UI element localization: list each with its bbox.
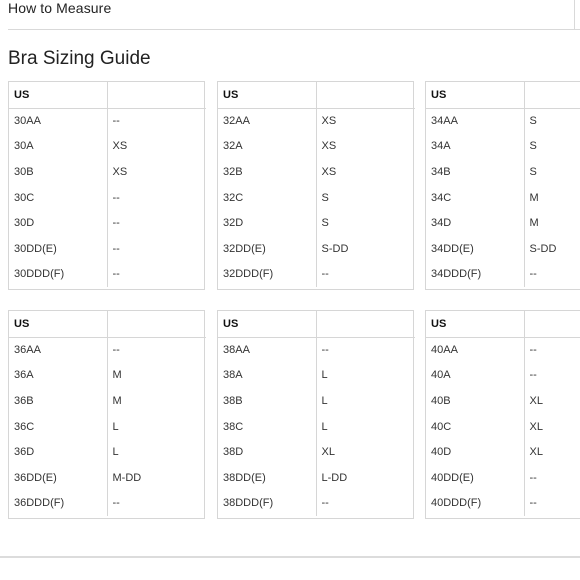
- us-size-cell: 30AA: [9, 108, 107, 134]
- size-cell: --: [321, 344, 329, 357]
- size-cell: --: [112, 191, 120, 204]
- size-cell: --: [112, 344, 120, 357]
- us-size-cell: 34AA: [426, 108, 524, 134]
- table-row: [218, 210, 415, 236]
- table-row: [9, 210, 206, 236]
- us-size-cell: 32AA: [218, 108, 316, 134]
- table-row: [426, 491, 580, 517]
- us-size-cell: 34C: [426, 185, 524, 211]
- size-cell: S: [529, 115, 537, 128]
- table-row: [426, 262, 580, 288]
- us-size-cell: 38DD(E): [218, 465, 316, 491]
- table-row: [9, 134, 206, 160]
- us-size-header: US: [426, 82, 524, 108]
- us-size-cell: 36A: [9, 363, 107, 389]
- table-row: [426, 388, 580, 414]
- table-row: [426, 159, 580, 185]
- size-cell: --: [112, 242, 120, 255]
- us-size-cell: 38B: [218, 388, 316, 414]
- table-row: [9, 388, 206, 414]
- size-cell: M: [112, 394, 122, 407]
- size-table: [426, 82, 580, 287]
- table-row: [9, 491, 206, 517]
- table-header-row: [426, 311, 580, 337]
- size-cell: --: [112, 268, 120, 281]
- table-row: [426, 134, 580, 160]
- how-to-measure-link[interactable]: How to Measure: [8, 0, 112, 16]
- table-row: [9, 236, 206, 262]
- table-row: [218, 159, 415, 185]
- us-size-cell: 36AA: [9, 337, 107, 363]
- us-size-cell: 36D: [9, 439, 107, 465]
- table-row: [218, 465, 415, 491]
- table-row: [426, 337, 580, 363]
- size-cell: XS: [321, 115, 337, 128]
- table-row: [426, 363, 580, 389]
- us-size-cell: 32DDD(F): [218, 262, 316, 288]
- top-divider: [8, 29, 580, 30]
- size-cell: S: [321, 217, 329, 230]
- size-header: [316, 311, 415, 337]
- size-cell: --: [529, 497, 537, 510]
- table-row: [9, 159, 206, 185]
- table-row: [426, 108, 580, 134]
- us-size-cell: 36DDD(F): [9, 491, 107, 517]
- table-header-row: [426, 82, 580, 108]
- size-header: [316, 82, 415, 108]
- size-cell: --: [529, 369, 537, 382]
- us-size-cell: 38D: [218, 439, 316, 465]
- table-row: [9, 185, 206, 211]
- table-header-row: [9, 82, 206, 108]
- us-size-cell: 36DD(E): [9, 465, 107, 491]
- size-cell: --: [112, 497, 120, 510]
- bottom-divider: [0, 556, 580, 558]
- us-size-cell: 30C: [9, 185, 107, 211]
- size-cell: L-DD: [321, 471, 348, 484]
- size-cell: --: [112, 217, 120, 230]
- table-row: [426, 185, 580, 211]
- us-size-header: US: [9, 311, 107, 337]
- table-row: [218, 414, 415, 440]
- size-cell: L: [321, 394, 328, 407]
- us-size-cell: 40B: [426, 388, 524, 414]
- size-cell: XL: [321, 446, 335, 459]
- us-size-cell: 30D: [9, 210, 107, 236]
- size-cell: L: [112, 446, 119, 459]
- size-cell: S: [321, 191, 329, 204]
- us-size-cell: 32D: [218, 210, 316, 236]
- us-size-cell: 30B: [9, 159, 107, 185]
- us-size-cell: 34A: [426, 134, 524, 160]
- size-cell: --: [321, 497, 329, 510]
- page-title: Bra Sizing Guide: [8, 48, 151, 69]
- us-size-header: US: [218, 311, 316, 337]
- table-row: [218, 363, 415, 389]
- size-cell: XS: [321, 140, 337, 153]
- table-row: [9, 108, 206, 134]
- us-size-cell: 40C: [426, 414, 524, 440]
- us-size-header: US: [218, 82, 316, 108]
- size-cell: M: [529, 217, 539, 230]
- table-row: [218, 236, 415, 262]
- us-size-cell: 30A: [9, 134, 107, 160]
- size-table: [9, 82, 206, 287]
- size-cell: M: [112, 369, 122, 382]
- table-row: [9, 414, 206, 440]
- size-cell: XS: [112, 140, 128, 153]
- table-header-row: [218, 311, 415, 337]
- us-size-cell: 30DDD(F): [9, 262, 107, 288]
- size-table: [9, 311, 206, 516]
- size-table: [218, 82, 415, 287]
- size-header: [524, 311, 580, 337]
- size-cell: S: [529, 140, 537, 153]
- table-row: [218, 185, 415, 211]
- size-cell: S: [529, 165, 537, 178]
- size-cell: L: [321, 369, 328, 382]
- size-cell: XL: [529, 394, 543, 407]
- table-row: [218, 491, 415, 517]
- us-size-header: US: [9, 82, 107, 108]
- table-row: [426, 465, 580, 491]
- us-size-cell: 40D: [426, 439, 524, 465]
- table-row: [218, 439, 415, 465]
- size-table: [426, 311, 580, 516]
- size-cell: S-DD: [321, 242, 349, 255]
- table-row: [426, 236, 580, 262]
- us-size-cell: 40AA: [426, 337, 524, 363]
- table-row: [426, 439, 580, 465]
- table-row: [218, 262, 415, 288]
- us-size-cell: 34DD(E): [426, 236, 524, 262]
- size-cell: XL: [529, 446, 543, 459]
- size-cell: --: [529, 268, 537, 281]
- table-row: [9, 337, 206, 363]
- us-size-header: US: [426, 311, 524, 337]
- size-cell: --: [529, 344, 537, 357]
- us-size-cell: 32C: [218, 185, 316, 211]
- us-size-cell: 32A: [218, 134, 316, 160]
- table-row: [218, 134, 415, 160]
- table-row: [426, 210, 580, 236]
- us-size-cell: 40DDD(F): [426, 491, 524, 517]
- size-cell: M-DD: [112, 471, 142, 484]
- size-cell: XS: [321, 165, 337, 178]
- size-cell: L: [112, 420, 119, 433]
- top-vertical-divider: [574, 0, 575, 29]
- us-size-cell: 40DD(E): [426, 465, 524, 491]
- us-size-cell: 38C: [218, 414, 316, 440]
- size-cell: XS: [112, 165, 128, 178]
- us-size-cell: 34DDD(F): [426, 262, 524, 288]
- size-cell: XL: [529, 420, 543, 433]
- table-row: [218, 337, 415, 363]
- us-size-cell: 36B: [9, 388, 107, 414]
- table-row: [426, 414, 580, 440]
- us-size-cell: 32DD(E): [218, 236, 316, 262]
- table-row: [218, 388, 415, 414]
- table-row: [9, 465, 206, 491]
- us-size-cell: 30DD(E): [9, 236, 107, 262]
- size-cell: S-DD: [529, 242, 557, 255]
- us-size-cell: 32B: [218, 159, 316, 185]
- table-row: [9, 363, 206, 389]
- us-size-cell: 40A: [426, 363, 524, 389]
- us-size-cell: 38AA: [218, 337, 316, 363]
- size-cell: --: [112, 115, 120, 128]
- size-cell: --: [321, 268, 329, 281]
- us-size-cell: 36C: [9, 414, 107, 440]
- table-row: [9, 262, 206, 288]
- size-header: [107, 311, 206, 337]
- size-cell: --: [529, 471, 537, 484]
- size-table: [218, 311, 415, 516]
- size-header: [107, 82, 206, 108]
- table-header-row: [218, 82, 415, 108]
- size-header: [524, 82, 580, 108]
- us-size-cell: 34D: [426, 210, 524, 236]
- table-header-row: [9, 311, 206, 337]
- table-row: [218, 108, 415, 134]
- us-size-cell: 34B: [426, 159, 524, 185]
- table-row: [9, 439, 206, 465]
- size-cell: M: [529, 191, 539, 204]
- us-size-cell: 38DDD(F): [218, 491, 316, 517]
- us-size-cell: 38A: [218, 363, 316, 389]
- size-cell: L: [321, 420, 328, 433]
